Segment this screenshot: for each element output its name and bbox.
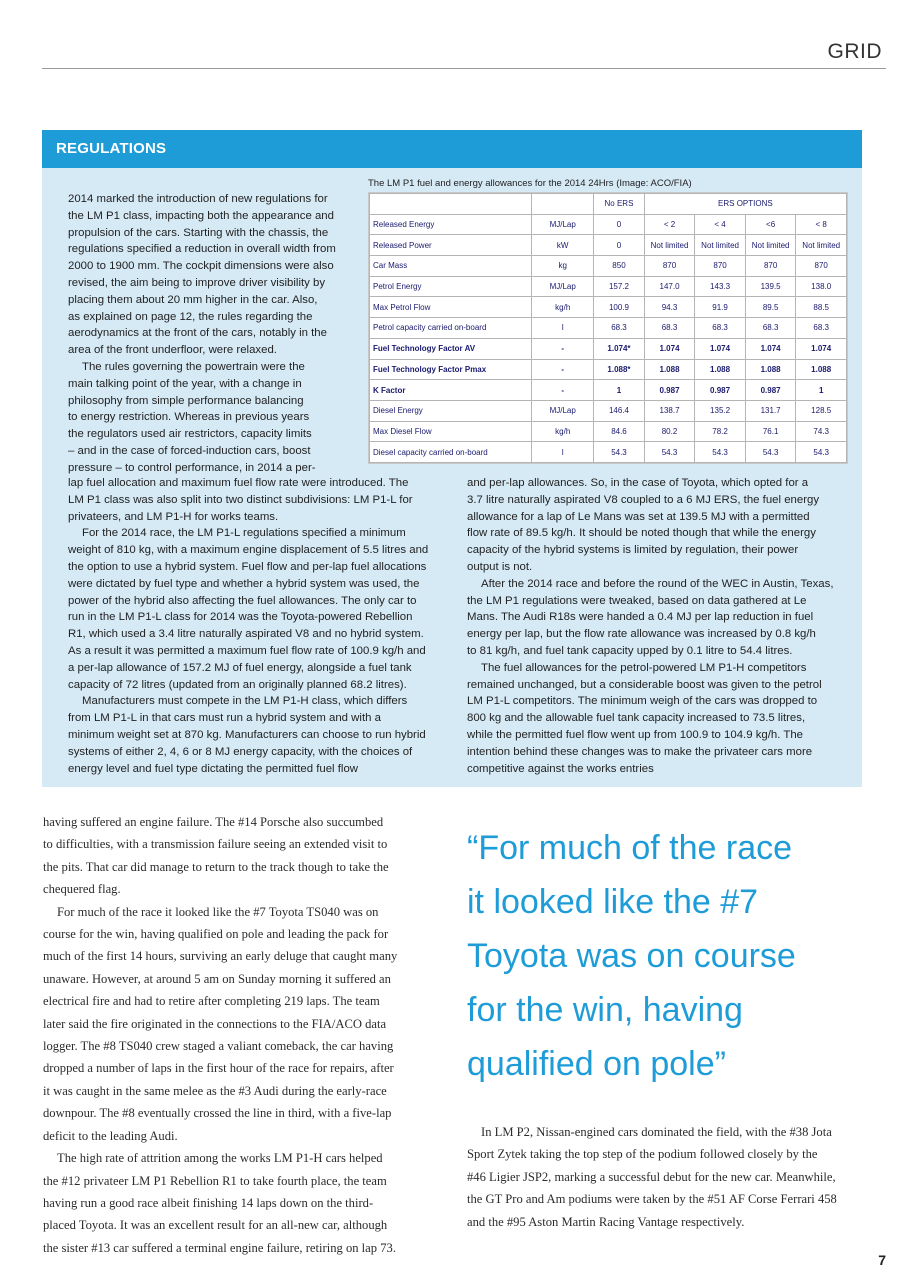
box-text-line: philosophy from simple performance balancing (68, 394, 304, 407)
table-cell: 54.3 (695, 442, 746, 463)
box-text-line: placing them about 20 mm higher in the car. Also, (68, 293, 318, 306)
pull-quote-line: it looked like the #7 (467, 883, 759, 921)
table-row (370, 380, 847, 401)
box-text-line: weight of 810 kg, with a maximum engine displacement of 5.5 litres and (68, 544, 429, 557)
article-text-line: deficit to the leading Audi. (43, 1128, 178, 1143)
table-row (370, 276, 847, 297)
article-text-line: later said the fire originated in the connections to the FIA/ACO data (43, 1016, 387, 1031)
table-cell: 146.4 (594, 400, 645, 421)
box-text-line: pressure – to control performance, in 2014 a per- (68, 461, 316, 474)
row-label: Fuel Technology Factor AV (370, 338, 532, 359)
table-cell: 143.3 (695, 276, 746, 297)
table-cell: 80.2 (644, 421, 695, 442)
table-cell: 54.3 (796, 442, 847, 463)
table-cell: Not limited (644, 235, 695, 256)
article-text-line: and the #95 Aston Martin Racing Vantage respectively. (467, 1214, 745, 1229)
box-text-line: area of the front underfloor, were relaxed. (68, 344, 277, 357)
row-label: Car Mass (370, 256, 532, 277)
box-text-line: energy level and fuel type dictating the permitted fuel flow (68, 762, 358, 775)
table-cell: 1.088 (796, 359, 847, 380)
box-text-line: regulations specified a reduction in overall width from (68, 243, 336, 256)
fuel-allowance-table (368, 192, 848, 464)
box-text-line: systems of either 2, 4, 6 or 8 MJ energy capacity, with the choices of (68, 745, 413, 758)
row-label: Max Diesel Flow (370, 421, 532, 442)
regulations-title: REGULATIONS (56, 140, 167, 157)
article-text-line: the #12 privateer LM P1 Rebellion R1 to take fourth place, the team (43, 1173, 387, 1188)
row-unit: kg/h (532, 297, 594, 318)
article-text-line: #46 Ligier JSP2, marking a successful debut for the new car. Meanwhile, (467, 1169, 836, 1184)
table-cell: 1.074 (745, 338, 796, 359)
section-title: GRID (827, 40, 882, 63)
pull-quote-line: for the win, having (467, 991, 743, 1029)
header-ers-options: ERS OPTIONS (644, 194, 846, 215)
table-cell: 0 (594, 214, 645, 235)
table-row (370, 338, 847, 359)
box-text-line: As a result it was permitted a maximum fuel flow rate of 100.9 kg/h and (68, 644, 426, 657)
article-text-line: the sister #13 car suffered a terminal engine failure, retiring on lap 73. (43, 1240, 396, 1255)
box-text-line: lap fuel allocation and maximum fuel flow rate were introduced. The (68, 477, 409, 489)
table-cell: 1.088 (695, 359, 746, 380)
article-text-line: For much of the race it looked like the #7 Toyota TS040 was on (57, 904, 379, 919)
box-text-line: For the 2014 race, the LM P1-L regulations specified a minimum (82, 527, 406, 540)
table-cell: Not limited (695, 235, 746, 256)
box-text-line: to 81 kg/h, and fuel tank capacity upped by 0.1 litre to 54.4 litres. (467, 644, 793, 657)
box-text-line: the option to use a hybrid system. Fuel flow and per-lap fuel allocations (68, 560, 427, 573)
table-cell: 850 (594, 256, 645, 277)
table-cell: 91.9 (695, 297, 746, 318)
article-text-line: dropped a number of laps in the first hour of the race for repairs, after (43, 1061, 394, 1076)
table-cell: 68.3 (594, 318, 645, 339)
article-text-line: placed Toyota. It was an excellent result for an all-new car, although (43, 1218, 388, 1233)
box-text-line: aerodynamics at the front of the cars, notably in the (68, 327, 327, 340)
table-row (370, 235, 847, 256)
row-unit: kg (532, 256, 594, 277)
table-cell: 139.5 (745, 276, 796, 297)
article-right-column (467, 1121, 877, 1233)
box-text-line: The fuel allowances for the petrol-powered LM P1-H competitors (481, 661, 807, 674)
pull-quote-line: “For much of the race (467, 829, 793, 867)
box-text-line: LM P1-L competitors. The minimum weigh of the cars was dropped to (467, 695, 818, 708)
pull-quote (467, 821, 867, 1091)
table-cell: 0.987 (745, 380, 796, 401)
table-cell: 138.0 (796, 276, 847, 297)
table-cell: 84.6 (594, 421, 645, 442)
article-text-line: having suffered an engine failure. The #14 Porsche also succumbed (43, 815, 384, 829)
box-text-line: the LM P1 class, impacting both the appearance and (68, 209, 334, 222)
box-right-column (467, 475, 847, 777)
row-unit: MJ/Lap (532, 214, 594, 235)
table-cell: 128.5 (796, 400, 847, 421)
box-text-line: The rules governing the powertrain were the (82, 360, 305, 373)
table-corner-unit (532, 194, 594, 215)
box-text-line: Manufacturers must compete in the LM P1-H class, which differs (82, 695, 408, 708)
row-label: K Factor (370, 380, 532, 401)
box-text-line: capacity of the hybrid systems is limited by regulation, their power (467, 544, 799, 557)
table-cell: 135.2 (695, 400, 746, 421)
article-text-line: chequered flag. (43, 882, 121, 897)
box-text-line: revised, the aim being to improve driver visibility by (68, 276, 326, 289)
row-unit: kg/h (532, 421, 594, 442)
box-text-line: intention behind these changes was to make the privateer cars more (467, 745, 813, 758)
row-unit: MJ/Lap (532, 400, 594, 421)
table-cell: 1.088* (594, 359, 645, 380)
article-text-line: downpour. The #8 eventually crossed the line in third, with a five-lap (43, 1106, 392, 1121)
table-cell: 1.074 (695, 338, 746, 359)
header-rule (42, 68, 886, 69)
row-label: Max Petrol Flow (370, 297, 532, 318)
table-cell: 1.088 (745, 359, 796, 380)
table-row (370, 297, 847, 318)
table-cell: 68.3 (695, 318, 746, 339)
row-label: Diesel capacity carried on-board (370, 442, 532, 463)
box-text-line: were dictated by fuel type and whether a hybrid system was used, the (68, 577, 420, 590)
box-text-line: output is not. (467, 560, 533, 573)
table-cell: 147.0 (644, 276, 695, 297)
table-cell: 94.3 (644, 297, 695, 318)
article-text-line: In LM P2, Nissan-engined cars dominated the field, with the #38 Jota (481, 1125, 832, 1139)
box-text-line: remained unchanged, but a considerable boost was given to the petrol (467, 678, 822, 691)
row-label: Released Power (370, 235, 532, 256)
table-cell: 1.074* (594, 338, 645, 359)
table-cell: 54.3 (745, 442, 796, 463)
row-label: Diesel Energy (370, 400, 532, 421)
box-text-line: power of the hybrid also affecting the fuel allowances. The only car to (68, 594, 417, 607)
box-text-line: 800 kg and the allowable fuel tank capacity increased to 73.5 litres, (467, 712, 806, 725)
box-text-line: Mans. The Audi R18s were handed a 0.4 MJ per lap reduction in fuel (467, 611, 814, 624)
table-cell: < 4 (695, 214, 746, 235)
box-text-line: allowance for a lap of Le Mans was set at 139.5 MJ with a permitted (467, 510, 810, 523)
table-corner (370, 194, 532, 215)
box-text-line: capacity of 72 litres (updated from an originally planned 68.2 litres). (68, 678, 407, 691)
row-unit: l (532, 442, 594, 463)
box-text-line: energy per lap, but the flow rate allowance was increased by 0.8 kg/h (467, 628, 816, 641)
box-text-line: the LM P1 regulations were tweaked, based on data gathered at Le (467, 594, 807, 607)
table-cell: 870 (796, 256, 847, 277)
box-text-line: from LM P1-L in that cars must run a hybrid system and with a (68, 712, 381, 725)
table-cell: <6 (745, 214, 796, 235)
table-cell: < 2 (644, 214, 695, 235)
article-text-line: much of the first 14 hours, surviving an early deluge that caught many (43, 949, 398, 964)
box-text-line: minimum weight set at 870 kg. Manufacturers can choose to run hybrid (68, 728, 426, 741)
row-unit: - (532, 338, 594, 359)
box-text-line: a per-lap allowance of 157.2 MJ of fuel energy, alongside a fuel tank (68, 661, 412, 674)
regulations-header (42, 130, 862, 168)
article-text-line: to difficulties, with a transmission failure seeing an extended visit to (43, 837, 388, 852)
row-unit: - (532, 380, 594, 401)
table-row (370, 400, 847, 421)
row-label: Petrol Energy (370, 276, 532, 297)
table-cell: 131.7 (745, 400, 796, 421)
table-cell: 68.3 (644, 318, 695, 339)
box-text-line: as explained on page 12, the rules regarding the (68, 310, 313, 323)
table-cell: 100.9 (594, 297, 645, 318)
table-row (370, 318, 847, 339)
article-text-line: unaware. However, at around 5 am on Sunday morning it suffered an (43, 971, 391, 986)
box-text-line: 3.7 litre naturally aspirated V8 coupled to a 6 MJ ERS, the fuel energy (467, 493, 820, 506)
article-left-column (43, 811, 463, 1259)
table-cell: Not limited (745, 235, 796, 256)
page-number: 7 (878, 1252, 886, 1268)
article-text-line: having run a good race albeit finishing 14 laps down on the third- (43, 1195, 374, 1210)
table-cell: 0.987 (644, 380, 695, 401)
box-intro-text (68, 191, 358, 477)
table-cell: < 8 (796, 214, 847, 235)
table-row (370, 359, 847, 380)
box-text-line: R1, which used a 3.4 litre naturally aspirated V8 and no hybrid system. (68, 628, 424, 641)
box-text-line: LM P1 class was also split into two distinct subdivisions: LM P1-L for (68, 493, 413, 506)
table-cell: Not limited (796, 235, 847, 256)
table-cell: 0 (594, 235, 645, 256)
article-text-line: The high rate of attrition among the works LM P1-H cars helped (57, 1151, 383, 1166)
table-cell: 870 (745, 256, 796, 277)
article-text-line: Sport Zytek taking the top step of the podium followed closely by the (467, 1147, 818, 1162)
box-text-line: After the 2014 race and before the round of the WEC in Austin, Texas, (481, 577, 834, 590)
box-text-line: 2014 marked the introduction of new regulations for (68, 193, 328, 205)
table-cell: 68.3 (745, 318, 796, 339)
box-text-line: competitive against the works entries (467, 762, 654, 775)
article-text-line: logger. The #8 TS040 crew staged a valiant comeback, the car having (43, 1039, 394, 1054)
box-text-line: – and in the case of forced-induction cars, boost (68, 444, 311, 457)
box-text-line: and per-lap allowances. So, in the case of Toyota, which opted for a (467, 477, 809, 489)
article-text-line: electrical fire and had to retire after completing 219 laps. The team (43, 994, 380, 1009)
row-unit: kW (532, 235, 594, 256)
article-text-line: the pits. That car did manage to return to the track though to take the (43, 859, 389, 874)
table-row (370, 421, 847, 442)
header-no-ers: No ERS (594, 194, 645, 215)
box-text-line: to energy restriction. Whereas in previous years (68, 411, 310, 424)
article-text-line: course for the win, having qualified on pole and leading the pack for (43, 927, 389, 942)
row-unit: MJ/Lap (532, 276, 594, 297)
table-cell: 1 (796, 380, 847, 401)
row-label: Fuel Technology Factor Pmax (370, 359, 532, 380)
row-unit: - (532, 359, 594, 380)
table-cell: 68.3 (796, 318, 847, 339)
box-text-line: 2000 to 1900 mm. The cockpit dimensions were also (68, 260, 334, 273)
row-unit: l (532, 318, 594, 339)
box-text-line: flow rate of 89.5 kg/h. It should be noted though that while the energy (467, 527, 816, 540)
table-row (370, 256, 847, 277)
box-text-line: run in the LM P1-L class for 2014 was the Toyota-powered Rebellion (68, 611, 413, 624)
box-text-line: the regulators used air restrictors, capacity limits (68, 428, 312, 441)
row-label: Released Energy (370, 214, 532, 235)
table-cell: 54.3 (644, 442, 695, 463)
table-cell: 76.1 (745, 421, 796, 442)
table-cell: 138.7 (644, 400, 695, 421)
table-cell: 1 (594, 380, 645, 401)
table-cell: 870 (644, 256, 695, 277)
table-cell: 1.088 (644, 359, 695, 380)
box-text-line: while the permitted fuel flow went up from 100.9 to 104.9 kg/h. The (467, 728, 804, 741)
table-row (370, 442, 847, 463)
table-cell: 1.074 (644, 338, 695, 359)
table-cell: 1.074 (796, 338, 847, 359)
article-text-line: it was caught in the same melee as the #3 Audi during the early-race (43, 1083, 387, 1098)
table-cell: 89.5 (745, 297, 796, 318)
table-cell: 157.2 (594, 276, 645, 297)
box-text-line: propulsion of the cars. Starting with the chassis, the (68, 226, 329, 239)
article-text-line: the GT Pro and Am podiums were taken by the #51 AF Corse Ferrari 458 (467, 1192, 837, 1207)
box-text-line: privateers, and LM P1-H for works teams. (68, 510, 279, 523)
table-cell: 870 (695, 256, 746, 277)
table-row (370, 214, 847, 235)
pull-quote-line: Toyota was on course (467, 937, 796, 975)
box-left-column (68, 475, 458, 777)
table-caption: The LM P1 fuel and energy allowances for the 2014 24Hrs (Image: ACO/FIA) (368, 178, 692, 189)
pull-quote-line: qualified on pole” (467, 1045, 726, 1083)
table-cell: 74.3 (796, 421, 847, 442)
table-cell: 0.987 (695, 380, 746, 401)
table-cell: 54.3 (594, 442, 645, 463)
table-cell: 88.5 (796, 297, 847, 318)
row-label: Petrol capacity carried on-board (370, 318, 532, 339)
box-text-line: main talking point of the year, with a change in (68, 377, 302, 390)
table-cell: 78.2 (695, 421, 746, 442)
